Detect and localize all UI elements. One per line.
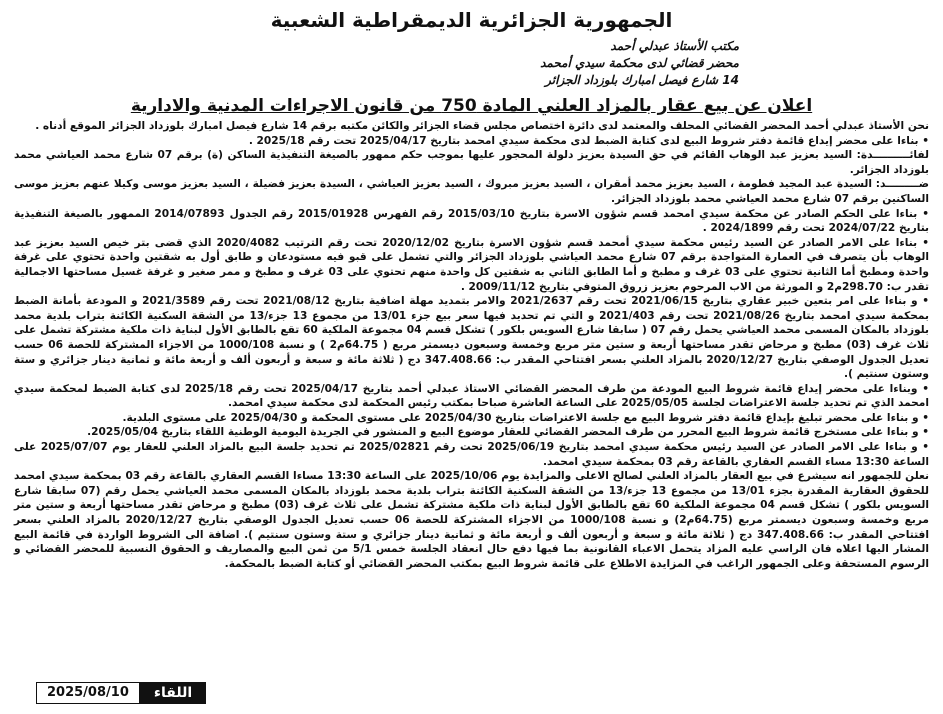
paragraph-public-notice: نعلن للجمهور انه سيشرع في بيع العقار بالمزاد العلني لصالح الاعلى والمزايدة يوم 2025/10/06 على الساعة 13:30 مساءا القسم العقاري بالقاعة رقم 03 بمحكمة سيدي امحمد للحقوق العقارية المقدرة بجزء 13/01 من مجموع 13 جزء/13 من الشقة السكنية الكائنة بتراب بلدية محمد بلوزداد بالمكان المسمى محمد العياشي يحمل رقم (07 سابقا شارع السويس بلكور ) تشكل قسم 04 مجموعة الملكية 60 تقع بالطابق الأول لبناية ذات ملكية مشتركة تشمل على ثلاث غرف (03) مطبخ و مرحاض تقدر مساحتها أربعة و ستين متر مربع وخمسة وسبعون ديسمتر مربع (64.75م2) و نسبة 1000/108 من الاجزاء المشتركة للحصة 06 حسب تعديل الجدول الوصفي بتاريخ 2020/12/27 بالمزاد العلني بسعر افتتاحي المقدر ب: 347.408.66 دج ( ثلاثة مائة و سبعة و أربعون ألف و أربعة مائة و ثمانية دينار جزائري و ستة وستون سنتيم ). اضافة الى الشروط الواردة في قائمة البيع المشار اليها اعلاه فان الراسي عليه المزاد يتحمل الاعباء القانونية بما فيها دفع حال انعقاد الجلسة خمس 5/1 من ثمن البيع والمصاريف و الحقوق النسبية للمحضر القضائي و الرسوم المستحقة وعلى الجمهور الراغب في المزايدة الاطلاع على قائمة شروط البيع بمكتب المحضر القضائي أو كتابة الضبط بالمحكمة. bbox=[14, 470, 930, 570]
paragraph-publication: • و بناءا على مستخرج قائمة شروط البيع المحرر من طرف المحضر القضائي للعقار موضوع البيع و المنشور في الجريدة اليومية الوطنية اللقاء بتاريخ 2025/05/04. bbox=[87, 426, 929, 439]
office-line-court: محضر قضائي لدى محكمة سيدي أمحمد bbox=[540, 56, 739, 70]
paragraph-against: ضـــــــــد: السيدة عبد المجيد فطومة ، السيد بعزيز محمد أمقران ، السيد بعزيز مبروك ، السيد بعزيز العياشي ، السيدة بعزيز فضيلة ، السيد بعزيز موسى وكيلا عنهم بعزيز موسى الساكنين برقم 07 شارع محمد العياشي محمد بلوزداد الجزائر. bbox=[14, 178, 929, 205]
bailiff-office-block bbox=[14, 38, 929, 89]
paragraph-order-authorization: • بناءا على الامر الصادر عن السيد رئيس محكمة سيدي أمحمد قسم شؤون الاسرة بتاريخ 2020/12/02 تحت رقم الترتيب 2020/4082 الذي قضى بتر خيص السيد بعزيز عبد الوهاب بأن يتصرف في العمارة المتواجدة برقم 07 شارع محمد العياشي بلوزداد الجزائر والتي تشمل على قبو فيه مستودعان و طابق أول به شقتين واحدة تحتوي على غرفة واحدة ومطبخ أما الثانية تحتوي على 03 غرف و مطبخ و أما الطابق الثاني به شقتين كل واحدة منهم تحتوي على 03 غرف و مطبخ و ممر صغير و غرفة غسيل مساحتها الاجمالية تقدر ب: 298.70م2 و المورثة من الاب المرحوم بعزيز زروق المتوفي بتاريخ 2009/11/12 . bbox=[14, 236, 930, 293]
office-line-name: مكتب الأستاذ عبدلي أحمد bbox=[610, 39, 739, 53]
announcement-body bbox=[14, 119, 929, 571]
paragraph-intro: نحن الأستاذ عبدلي أحمد المحضر القضائي المحلف والمعتمد لدى دائرة اختصاص مجلس قضاء الجزائر والكائن مكتبه برقم 14 شارع فيصل امبارك بلوزداد الجزائر الموقع أدناه . bbox=[35, 120, 929, 132]
paragraph-expert: • و بناءا على امر بتعين خبير عقاري بتاريخ 2021/06/15 تحت رقم 2021/2637 والامر بتمديد مهلة اضافية بتاريخ 2021/08/12 تحت رقم 2021/3589 و المودعة بأمانة الضبط بمحكمة سيدي امحمد بتاريخ 2021/08/26 تحت رقم 2021/403 و التي تم تحديد فيها سعر بيع جزء 13/01 من مجموع 13 جزء/13 من الشقة السكنية الكائنة بتراب بلدية محمد بلوزداد بالمكان المسمى محمد العياشي يحمل رقم 07 ( سابقا شارع السويس بلكور ) تشكل قسم 04 مجموعة الملكية 60 تقع بالطابق الأول لبناية ذات ملكية مشتركة تشمل على ثلاث غرف (03) مطبخ و مرحاض تقدر مساحتها أربعة و ستين متر مربع وخمسة وسبعون ديسمتر مربع ( 64.75م2 ) و نسبة 1000/108 من الاجزاء المشتركة للحصة 06 حسب تعديل الجدول الوصفي بتاريخ 2020/12/27 بالمزاد العلني بسعر افتتاحي المقدر ب: 347.408.66 دج ( ثلاثة مائة و سبعة و أربعون ألف و أربعة مائة و ثمانية دينار جزائري و ستة وستون سنتيم ). bbox=[14, 295, 929, 381]
paragraph-notification: • و بناءا على محضر تبليغ بإيداع قائمة دفتر شروط البيع مع جلسة الاعتراضات بتاريخ 2025/04/30 على مستوى المحكمة و 2025/04/30 على مستوى البلدية. bbox=[122, 411, 929, 424]
paragraph-sale-session-order: • و بناءا على الامر الصادر عن السيد رئيس محكمة سيدي امحمد بتاريخ 2025/06/19 تحت رقم 2025/02821 تم تحديد جلسة البيع بالمزاد العلني للعقار يوم 2025/07/07 على الساعة 13:30 مساء القسم العقاري بالقاعة رقم 03 بمحكمة سيدي امحمد. bbox=[14, 441, 930, 468]
republic-title: الجمهورية الجزائرية الديمقراطية الشعبية bbox=[270, 8, 673, 32]
newspaper-name: اللقاء bbox=[140, 682, 206, 704]
paragraph-judgment: • بناءا على الحكم الصادر عن محكمة سيدي امحمد قسم شؤون الاسرة بتاريخ 2015/03/10 رقم الفهرس 2015/01928 رقم الجدول 2014/07893 الممهور بالصيغة التنفيذية بتاريخ 2024/07/22 تحت رقم 2024/1899 . bbox=[14, 207, 929, 235]
announcement-title: اعلان عن بيع عقار بالمزاد العلني المادة 750 من قانون الاجراءات المدنية والادارية bbox=[130, 96, 813, 116]
publication-footer bbox=[36, 682, 206, 704]
paragraph-deposit: • بناءا على محضر إيداع قائمة دفتر شروط البيع لدى كتابة الضبط لدى محكمة سيدي امحمد بتاريخ 2025/04/17 تحت رقم 2025/18 . bbox=[248, 134, 929, 147]
publication-date: 2025/08/10 bbox=[36, 682, 140, 704]
paragraph-conditions-deposit: • وبناءا على محضر إيداع قائمة شروط البيع المودعة من طرف المحضر القضائي الاستاذ عبدلي أحمد بتاريخ 2025/04/17 تحت رقم 2025/18 لدى كتابة الضبط لمحكمة سيدي امحمد الذي تم تحديد جلسة الاعتراضات لجلسة 2025/05/05 على الساعة العاشرة صباحا بمكتب رئيس المحكمة لدى محكمة سيدي امحمد. bbox=[14, 382, 929, 410]
office-line-address: 14 شارع فيصل امبارك بلوزداد الجزائر bbox=[545, 73, 739, 87]
paragraph-beneficiary: لفائــــــــــدة: السيد بعزيز عبد الوهاب القائم في حق السيدة بعزيز دلولة المحجور عليها بموجب حكم ممهور بالصيغة التنفيذية الساكن (ة) برقم 07 شارع محمد العياشي محمد بلوزداد الجزائر. bbox=[14, 149, 930, 176]
